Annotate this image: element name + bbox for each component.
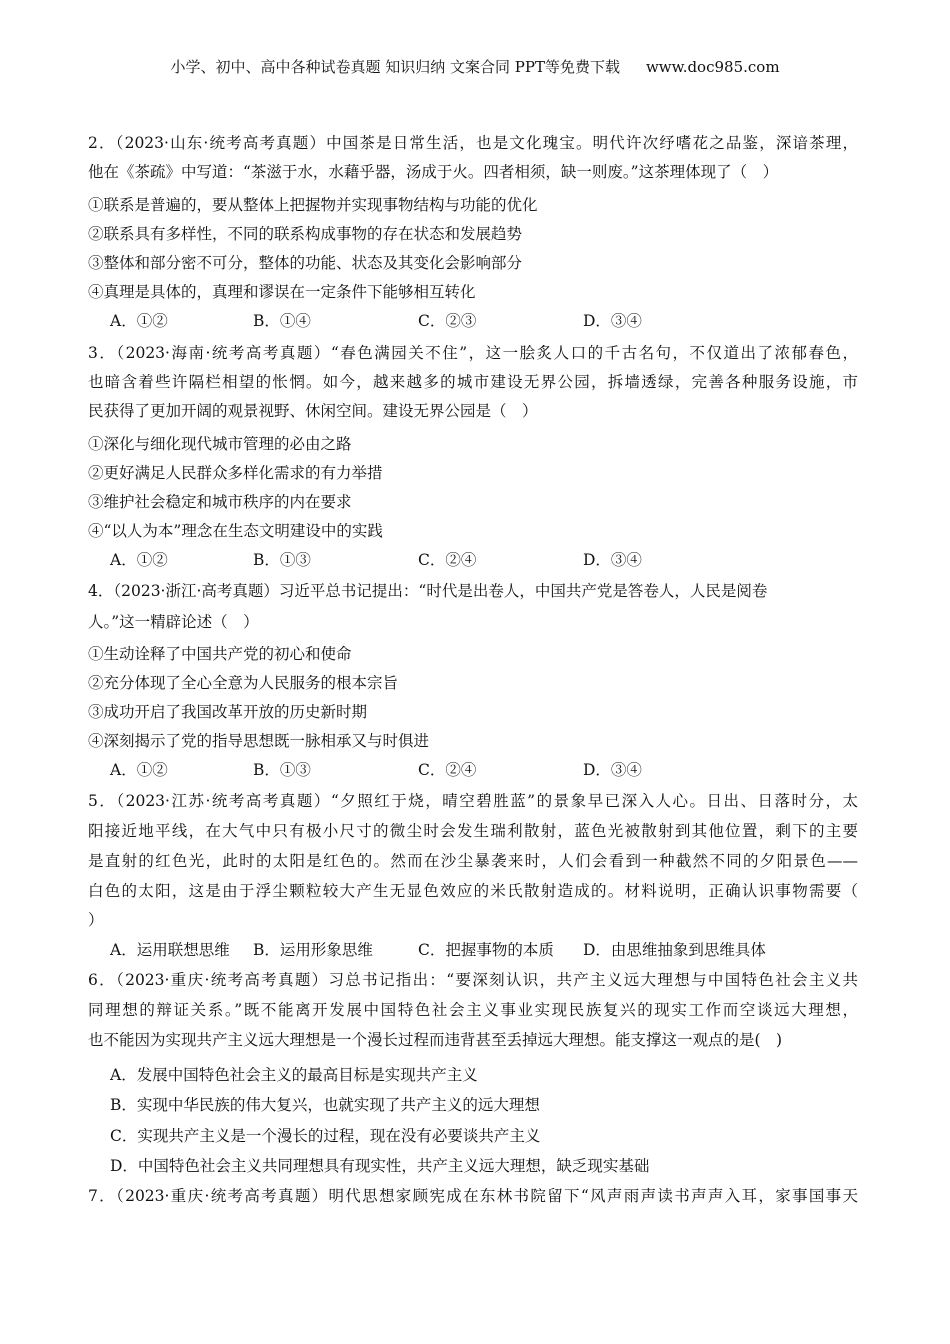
question-3-option-c[interactable]: C．②④	[418, 551, 477, 569]
question-3-stem: 民获得了更加开阔的观景视野、休闲空间。建设无界公园是（ ）	[88, 402, 538, 420]
question-5-option-d[interactable]: D．由思维抽象到思维具体	[583, 941, 766, 959]
question-4-item: ④深刻揭示了党的指导思想既一脉相承又与时俱进	[88, 732, 430, 750]
question-5-stem: 是直射的红色光，此时的太阳是红色的。然而在沙尘暴袭来时，人们会看到一种截然不同的夕阳景色——	[88, 852, 858, 870]
question-2-option-b[interactable]: B．①④	[253, 312, 311, 330]
question-3-item: ③维护社会稳定和城市秩序的内在要求	[88, 493, 352, 511]
question-6-option-b[interactable]: B．实现中华民族的伟大复兴，也就实现了共产主义的远大理想	[110, 1096, 540, 1114]
question-3-stem: 3．（2023·海南·统考高考真题）“春色满园关不住”，这一脍炙人口的千古名句，不仅道出了浓郁春色，	[88, 344, 858, 362]
question-5-stem: 阳接近地平线，在大气中只有极小尺寸的微尘时会发生瑞利散射，蓝色光被散射到其他位置，剩下的主要	[88, 822, 858, 840]
question-3-option-d[interactable]: D．③④	[583, 551, 642, 569]
question-5-option-c[interactable]: C．把握事物的本质	[418, 941, 554, 959]
question-4-item: ③成功开启了我国改革开放的历史新时期	[88, 703, 368, 721]
question-6-stem: 6．（2023·重庆·统考高考真题）习总书记指出：“要深刻认识，共产主义远大理想与中国特色社会主义共	[88, 971, 858, 989]
question-7-stem: 7．（2023·重庆·统考高考真题）明代思想家顾宪成在东林书院留下“风声雨声读书声声入耳，家事国事天	[88, 1187, 858, 1205]
question-4-option-c[interactable]: C．②④	[418, 761, 477, 779]
question-4-stem: 人。”这一精辟论述（ ）	[88, 613, 259, 631]
question-6-stem: 也不能因为实现共产主义远大理想是一个漫长过程而违背甚至丢掉远大理想。能支撑这一观点的是( )	[88, 1031, 783, 1049]
question-2-option-c[interactable]: C．②③	[418, 312, 477, 330]
question-3-item: ④“以人为本”理念在生态文明建设中的实践	[88, 522, 383, 540]
question-4-item: ①生动诠释了中国共产党的初心和使命	[88, 645, 352, 663]
question-6-option-c[interactable]: C．实现共产主义是一个漫长的过程，现在没有必要谈共产主义	[110, 1127, 541, 1145]
question-3-option-b[interactable]: B．①③	[253, 551, 311, 569]
question-5-stem: ）	[88, 911, 104, 929]
question-5-stem: 白色的太阳，这是由于浮尘颗粒较大产生无显色效应的米氏散射造成的。材料说明，正确认识事物需要（	[88, 882, 858, 900]
question-6-option-d[interactable]: D．中国特色社会主义共同理想具有现实性，共产主义远大理想，缺乏现实基础	[110, 1157, 650, 1175]
question-2-stem: 2．（2023·山东·统考高考真题）中国茶是日常生活，也是文化瑰宝。明代许次纾嗜花之品鉴，深谙茶理，	[88, 134, 858, 152]
question-2-option-d[interactable]: D．③④	[583, 312, 642, 330]
question-2-stem: 他在《茶疏》中写道：“茶滋于水，水藉乎器，汤成于火。四者相须，缺一则废。”这茶理体现了（ ）	[88, 163, 779, 181]
question-5-stem: 5．（2023·江苏·统考高考真题）“夕照红于烧，晴空碧胜蓝”的景象早已深入人心。日出、日落时分，太	[88, 792, 858, 810]
question-2-item: ②联系具有多样性，不同的联系构成事物的存在状态和发展趋势	[88, 225, 523, 243]
question-2-item: ④真理是具体的，真理和谬误在一定条件下能够相互转化	[88, 283, 476, 301]
question-4-item: ②充分体现了全心全意为人民服务的根本宗旨	[88, 674, 399, 692]
question-4-option-a[interactable]: A．①②	[110, 761, 168, 779]
question-3-item: ②更好满足人民群众多样化需求的有力举措	[88, 464, 383, 482]
header-url[interactable]: www.doc985.com	[645, 58, 780, 76]
page-header	[0, 57, 950, 77]
question-2-item: ③整体和部分密不可分，整体的功能、状态及其变化会影响部分	[88, 254, 523, 272]
question-5-option-b[interactable]: B．运用形象思维	[253, 941, 373, 959]
question-4-stem: 4．（2023·浙江·高考真题）习近平总书记提出：“时代是出卷人，中国共产党是答卷人，人民是阅卷	[88, 582, 768, 600]
question-2-option-a[interactable]: A．①②	[110, 312, 168, 330]
question-4-option-b[interactable]: B．①③	[253, 761, 311, 779]
question-3-stem: 也暗含着些许隔栏相望的怅惘。如今，越来越多的城市建设无界公园，拆墙透绿，完善各种服务设施，市	[88, 373, 858, 391]
question-6-option-a[interactable]: A．发展中国特色社会主义的最高目标是实现共产主义	[110, 1066, 478, 1084]
question-3-item: ①深化与细化现代城市管理的必由之路	[88, 435, 352, 453]
question-3-option-a[interactable]: A．①②	[110, 551, 168, 569]
question-5-option-a[interactable]: A．运用联想思维	[110, 941, 230, 959]
question-6-stem: 同理想的辩证关系。”既不能离开发展中国特色社会主义事业实现民族复兴的现实工作而空谈远大理想，	[88, 1001, 858, 1019]
question-2-item: ①联系是普遍的，要从整体上把握物并实现事物结构与功能的优化	[88, 196, 538, 214]
header-text: 小学、初中、高中各种试卷真题 知识归纳 文案合同 PPT等免费下载	[170, 58, 620, 76]
question-4-option-d[interactable]: D．③④	[583, 761, 642, 779]
